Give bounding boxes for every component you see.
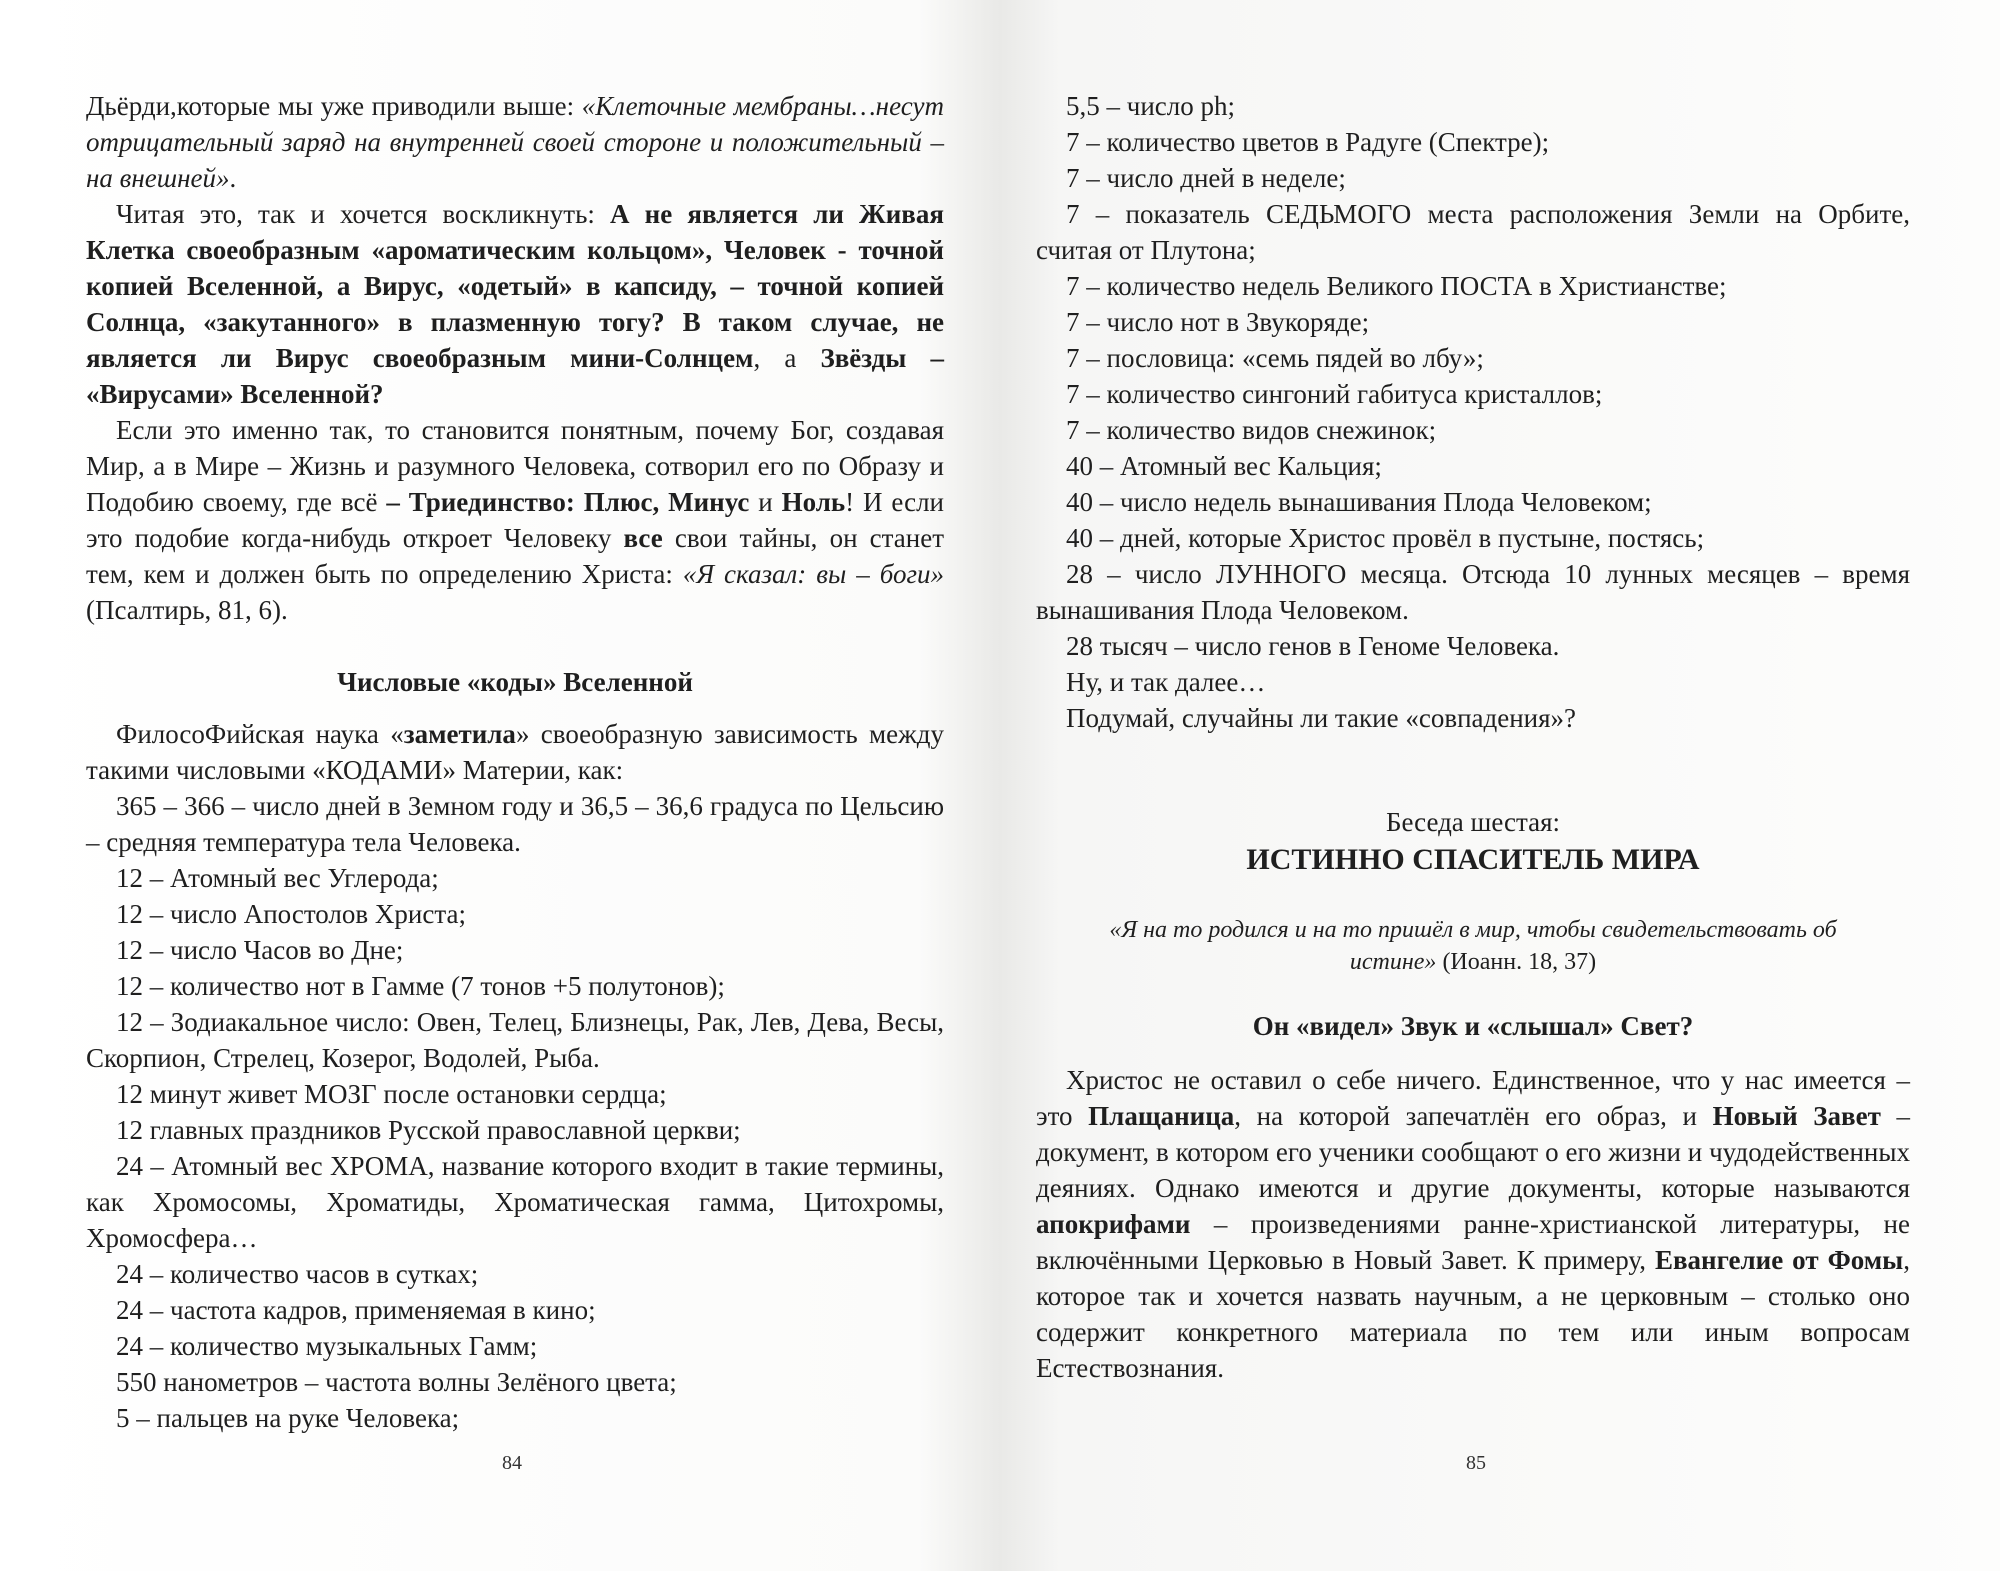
list-item: 7 – количество цветов в Радуге (Спектре); — [1066, 127, 1550, 157]
paragraph: 7 – показатель СЕДЬМОГО места расположения Земли на Орбите, считая от Плутона; — [1036, 199, 1910, 265]
paragraph: 28 – число ЛУННОГО месяца. Отсюда 10 лунных месяцев – время вынашивания Плода Человеком. — [1036, 559, 1910, 625]
list-item: 12 – число Апостолов Христа; — [116, 899, 466, 929]
list-item: 7 – количество сингоний габитуса кристаллов; — [1066, 379, 1603, 409]
bold-text: Новый Завет — [1712, 1101, 1881, 1131]
chapter-title: ИСТИННО СПАСИТЕЛЬ МИРА — [1246, 843, 1700, 876]
bold-text: А не является ли Живая Клетка своеобразным «ароматическим кольцом», Человек - точной копией Вселенной, а Вирус, «одетый» в капсиду, – точной копией Солнца, «закутанного» в плазменную тогу? В таком случае, не является ли Вирус своеобразным мини-Солнцем — [86, 199, 944, 373]
paragraph: 365 – 366 – число дней в Земном году и 36,5 – 36,6 градуса по Цельсию – средняя температура тела Человека. — [86, 791, 944, 857]
list-item: 7 – число нот в Звукоряде; — [1066, 307, 1370, 337]
epigraph — [1036, 914, 1910, 978]
paragraph: Читая это, так и хочется воскликнуть: А не является ли Живая Клетка своеобразным «ароматическим кольцом», Человек - точной копией Вселенной, а Вирус, «одетый» в капсиду, – точной копией Солнца, «закутанного» в плазменную тогу? В таком случае, не является ли Вирус своеобразным мини-Солнцем, а Звёзды – «Вирусами» Вселенной? — [86, 199, 945, 409]
quote: «Я сказал: вы – боги» — [682, 559, 944, 589]
section-heading: Он «видел» Звук и «слышал» Свет? — [1252, 1011, 1694, 1041]
list-item: 5,5 – число ph; — [1066, 91, 1235, 121]
paragraph: Дьёрди,которые мы уже приводили выше: «Клеточные мембраны…несут отрицательный заряд на внутренней своей стороне и положительный – на внешней». — [86, 91, 944, 193]
list-item: 40 – Атомный вес Кальция; — [1066, 451, 1382, 481]
bold-text: Евангелие от Фомы — [1654, 1245, 1904, 1275]
list-item: 24 – количество музыкальных Гамм; — [116, 1331, 538, 1361]
list-item: Ну, и так далее… — [1066, 667, 1266, 697]
epigraph-source: (Иоанн. 18, 37) — [1436, 949, 1597, 975]
page-number: 85 — [1466, 1452, 1486, 1474]
left-page — [86, 88, 944, 1436]
paragraph: Если это именно так, то становится понятным, почему Бог, создавая Мир, а в Мире – Жизнь и разумного Человека, сотворил его по Образу и Подобию своему, где всё – Триединство: Плюс, Минус и Ноль! И если это подобие когда-нибудь откроет Человеку все свои тайны, он станет тем, кем и должен быть по определению Христа: «Я сказал: вы – боги» (Псалтирь, 81, 6). — [86, 415, 944, 625]
bold-text: Ноль — [781, 487, 846, 517]
list-item: 40 – число недель вынашивания Плода Человеком; — [1066, 487, 1652, 517]
bold-text: – Триединство: Плюс, Минус — [386, 487, 750, 517]
bold-text: апокрифами — [1036, 1209, 1191, 1239]
quote: «Клеточные мембраны…несут отрицательный заряд на внутренней своей стороне и положительный – на внешней» — [86, 91, 944, 193]
paragraph: Христос не оставил о себе ничего. Единственное, что у нас имеется – это Плащаница, на которой запечатлён его образ, и Новый Завет – документ, в котором его ученики сообщают о его жизни и чудодейственных деяниях. Однако имеются и другие документы, которые называются апокрифами – произведениями ранне-христианской литературы, не включёнными Церковью в Новый Завет. К примеру, Евангелие от Фомы, которое так и хочется назвать научным, а не церковным – столько оно содержит конкретного материала по тем или иным вопросам Естествознания. — [1036, 1065, 1911, 1383]
list-item: 7 – количество недель Великого ПОСТА в Христианстве; — [1066, 271, 1727, 301]
list-item: 12 – количество нот в Гамме (7 тонов +5 полутонов); — [116, 971, 725, 1001]
section-heading: Числовые «коды» Вселенной — [337, 667, 693, 697]
list-item: 12 – Атомный вес Углерода; — [116, 863, 439, 893]
bold-text: все — [623, 523, 663, 553]
list-item: 24 – количество часов в сутках; — [116, 1259, 479, 1289]
list-item: 40 – дней, которые Христос провёл в пустыне, постясь; — [1066, 523, 1705, 553]
chapter-intro: Беседа шестая: — [1385, 807, 1561, 837]
list-item: 12 главных праздников Русской православной церкви; — [116, 1115, 741, 1145]
right-page — [1036, 88, 1910, 1386]
list-item: 7 – количество видов снежинок; — [1066, 415, 1437, 445]
bold-text: Звёзды – «Вирусами» Вселенной? — [86, 343, 945, 409]
bold-text: Плащаница — [1088, 1101, 1235, 1131]
list-item: 28 тысяч – число генов в Геноме Человека. — [1066, 631, 1560, 661]
list-item: 5 – пальцев на руке Человека; — [116, 1403, 460, 1433]
paragraph: ФилосоФийская наука «заметила» своеобразную зависимость между такими числовыми «КОДАМИ» Материи, как: — [86, 719, 944, 785]
list-item: 7 – пословица: «семь пядей во лбу»; — [1066, 343, 1484, 373]
list-item: 12 – число Часов во Дне; — [116, 935, 404, 965]
list-item: 24 – частота кадров, применяемая в кино; — [116, 1295, 596, 1325]
paragraph: 12 – Зодиакальное число: Овен, Телец, Близнецы, Рак, Лев, Дева, Весы, Скорпион, Стрелец, Козерог, Водолей, Рыба. — [86, 1007, 944, 1073]
list-item: 550 нанометров – частота волны Зелёного цвета; — [116, 1367, 677, 1397]
epigraph-quote: «Я на то родился и на то пришёл в мир, чтобы свидетельствовать об истине» — [1109, 917, 1837, 975]
list-item: Подумай, случайны ли такие «совпадения»? — [1066, 703, 1577, 733]
paragraph: 24 – Атомный вес ХРОМА, название которого входит в такие термины, как Хромосомы, Хроматиды, Хроматическая гамма, Цитохромы, Хромосфера… — [86, 1151, 944, 1253]
list-item: 12 минут живет МОЗГ после остановки сердца; — [116, 1079, 667, 1109]
bold-text: заметила — [403, 719, 516, 749]
list-item: 7 – число дней в неделе; — [1066, 163, 1346, 193]
page-number: 84 — [502, 1452, 522, 1474]
